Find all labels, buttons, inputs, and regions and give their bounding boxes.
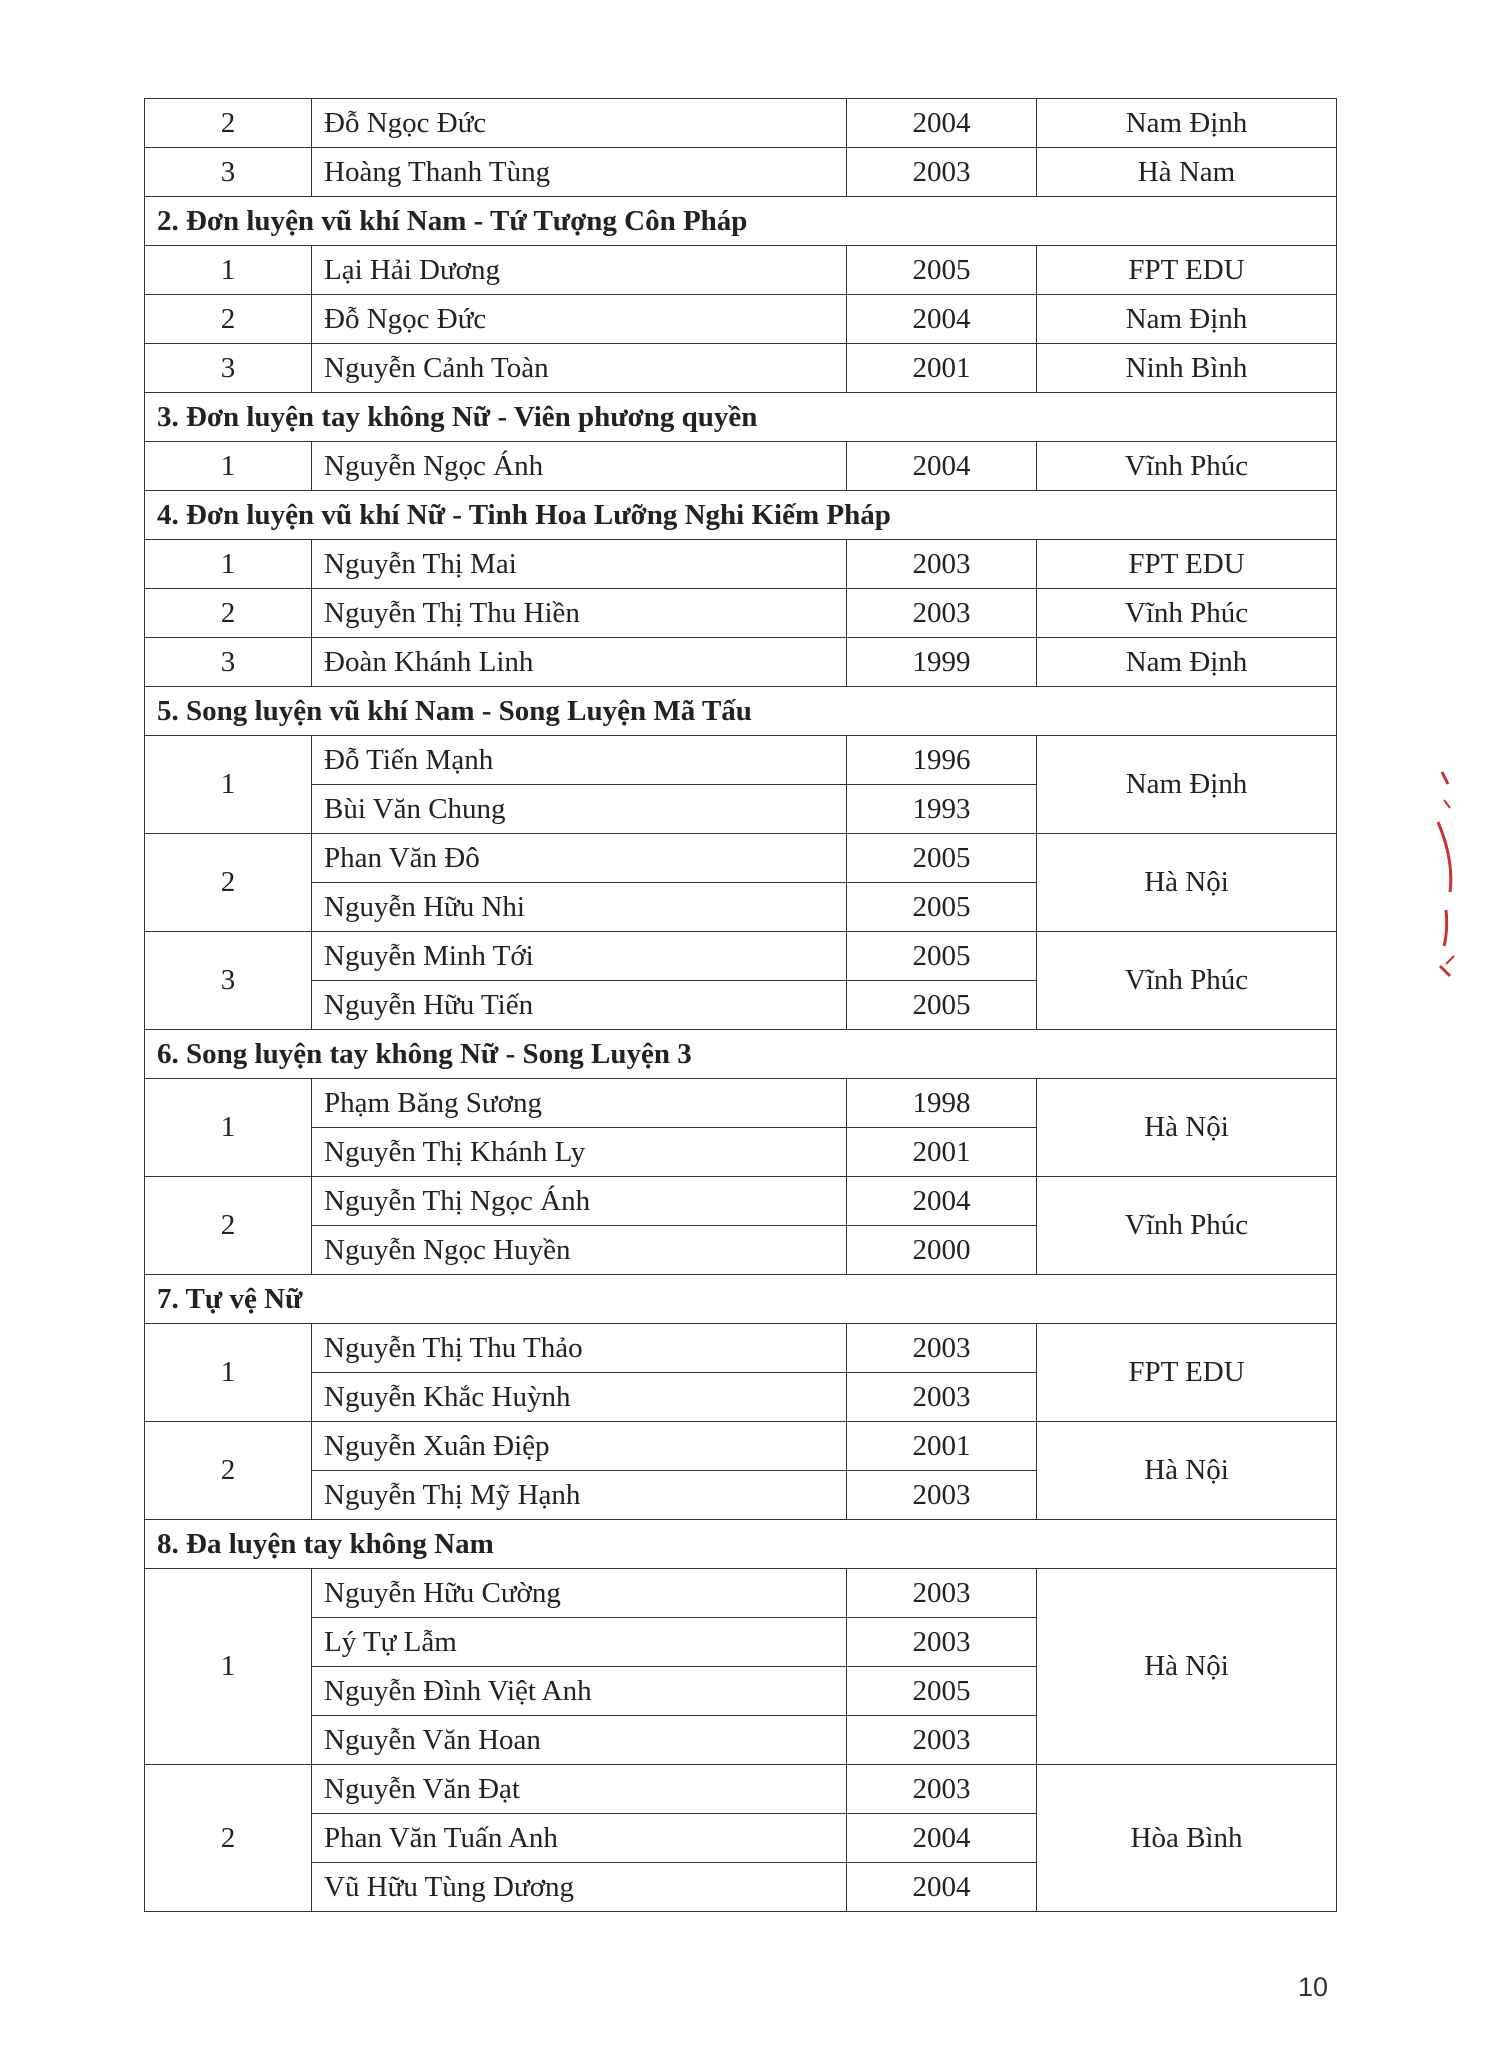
unit-cell: Hà Nội <box>1037 1079 1337 1177</box>
athlete-name: Bùi Văn Chung <box>312 785 847 834</box>
rank-cell: 1 <box>145 442 312 491</box>
birth-year: 2001 <box>847 344 1037 393</box>
athlete-name: Vũ Hữu Tùng Dương <box>312 1863 847 1912</box>
athlete-name: Nguyễn Cảnh Toàn <box>312 344 847 393</box>
table-row <box>145 932 1337 981</box>
table-row <box>145 834 1337 883</box>
athlete-name: Đỗ Tiến Mạnh <box>312 736 847 785</box>
table-row <box>145 442 1337 491</box>
section-title: 5. Song luyện vũ khí Nam - Song Luyện Mã Tấu <box>145 687 1337 736</box>
table-row <box>145 246 1337 295</box>
unit-cell: FPT EDU <box>1037 246 1337 295</box>
rank-cell: 1 <box>145 1324 312 1422</box>
table-row <box>145 540 1337 589</box>
athlete-name: Lý Tự Lẫm <box>312 1618 847 1667</box>
athlete-name: Nguyễn Minh Tới <box>312 932 847 981</box>
table-row <box>145 99 1337 148</box>
athlete-name: Nguyễn Thị Mai <box>312 540 847 589</box>
birth-year: 2005 <box>847 883 1037 932</box>
red-stamp-mark <box>1424 760 1464 980</box>
athlete-name: Nguyễn Hữu Cường <box>312 1569 847 1618</box>
rank-cell: 2 <box>145 1177 312 1275</box>
athlete-name: Nguyễn Xuân Điệp <box>312 1422 847 1471</box>
birth-year: 1993 <box>847 785 1037 834</box>
table-row <box>145 1569 1337 1618</box>
birth-year: 2005 <box>847 1667 1037 1716</box>
birth-year: 2005 <box>847 834 1037 883</box>
unit-cell: Nam Định <box>1037 736 1337 834</box>
section-title: 7. Tự vệ Nữ <box>145 1275 1337 1324</box>
table-row <box>145 736 1337 785</box>
section-header-row <box>145 1030 1337 1079</box>
rank-cell: 2 <box>145 1422 312 1520</box>
section-header-row <box>145 687 1337 736</box>
rank-cell: 2 <box>145 589 312 638</box>
section-title: 8. Đa luyện tay không Nam <box>145 1520 1337 1569</box>
athlete-name: Nguyễn Thị Khánh Ly <box>312 1128 847 1177</box>
athlete-name: Hoàng Thanh Tùng <box>312 148 847 197</box>
section-title: 3. Đơn luyện tay không Nữ - Viên phương quyền <box>145 393 1337 442</box>
rank-cell: 3 <box>145 932 312 1030</box>
unit-cell: FPT EDU <box>1037 540 1337 589</box>
birth-year: 2003 <box>847 1471 1037 1520</box>
rank-cell: 1 <box>145 736 312 834</box>
birth-year: 1998 <box>847 1079 1037 1128</box>
unit-cell: Vĩnh Phúc <box>1037 589 1337 638</box>
table-row <box>145 344 1337 393</box>
athlete-name: Đoàn Khánh Linh <box>312 638 847 687</box>
athlete-name: Nguyễn Văn Đạt <box>312 1765 847 1814</box>
unit-cell: Ninh Bình <box>1037 344 1337 393</box>
section-header-row <box>145 1275 1337 1324</box>
athlete-name: Nguyễn Thị Thu Thảo <box>312 1324 847 1373</box>
section-title: 2. Đơn luyện vũ khí Nam - Tứ Tượng Côn Pháp <box>145 197 1337 246</box>
unit-cell: Hà Nội <box>1037 834 1337 932</box>
birth-year: 2005 <box>847 981 1037 1030</box>
section-header-row <box>145 1520 1337 1569</box>
unit-cell: Nam Định <box>1037 295 1337 344</box>
table-row <box>145 295 1337 344</box>
birth-year: 2003 <box>847 589 1037 638</box>
rank-cell: 2 <box>145 1765 312 1912</box>
birth-year: 2005 <box>847 246 1037 295</box>
athlete-name: Nguyễn Thị Mỹ Hạnh <box>312 1471 847 1520</box>
rank-cell: 3 <box>145 148 312 197</box>
birth-year: 2003 <box>847 1716 1037 1765</box>
athlete-name: Đỗ Ngọc Đức <box>312 295 847 344</box>
results-table <box>144 98 1337 1912</box>
birth-year: 2003 <box>847 1618 1037 1667</box>
section-header-row <box>145 491 1337 540</box>
rank-cell: 3 <box>145 344 312 393</box>
unit-cell: Vĩnh Phúc <box>1037 932 1337 1030</box>
birth-year: 2003 <box>847 1765 1037 1814</box>
birth-year: 2003 <box>847 1324 1037 1373</box>
table-row <box>145 148 1337 197</box>
rank-cell: 1 <box>145 246 312 295</box>
birth-year: 2003 <box>847 1373 1037 1422</box>
unit-cell: Nam Định <box>1037 638 1337 687</box>
athlete-name: Lại Hải Dương <box>312 246 847 295</box>
table-row <box>145 589 1337 638</box>
rank-cell: 1 <box>145 540 312 589</box>
birth-year: 2003 <box>847 1569 1037 1618</box>
athlete-name: Nguyễn Hữu Tiến <box>312 981 847 1030</box>
unit-cell: Vĩnh Phúc <box>1037 1177 1337 1275</box>
athlete-name: Phan Văn Đô <box>312 834 847 883</box>
section-header-row <box>145 197 1337 246</box>
birth-year: 2005 <box>847 932 1037 981</box>
unit-cell: Hà Nội <box>1037 1569 1337 1765</box>
unit-cell: Nam Định <box>1037 99 1337 148</box>
athlete-name: Nguyễn Ngọc Ánh <box>312 442 847 491</box>
athlete-name: Phan Văn Tuấn Anh <box>312 1814 847 1863</box>
athlete-name: Nguyễn Hữu Nhi <box>312 883 847 932</box>
birth-year: 2001 <box>847 1422 1037 1471</box>
athlete-name: Nguyễn Ngọc Huyền <box>312 1226 847 1275</box>
table-row <box>145 1079 1337 1128</box>
birth-year: 1999 <box>847 638 1037 687</box>
athlete-name: Nguyễn Khắc Huỳnh <box>312 1373 847 1422</box>
rank-cell: 3 <box>145 638 312 687</box>
unit-cell: FPT EDU <box>1037 1324 1337 1422</box>
birth-year: 2000 <box>847 1226 1037 1275</box>
table-row <box>145 1177 1337 1226</box>
unit-cell: Hòa Bình <box>1037 1765 1337 1912</box>
section-title: 6. Song luyện tay không Nữ - Song Luyện 3 <box>145 1030 1337 1079</box>
birth-year: 1996 <box>847 736 1037 785</box>
birth-year: 2001 <box>847 1128 1037 1177</box>
birth-year: 2004 <box>847 442 1037 491</box>
athlete-name: Nguyễn Văn Hoan <box>312 1716 847 1765</box>
rank-cell: 1 <box>145 1079 312 1177</box>
birth-year: 2004 <box>847 99 1037 148</box>
athlete-name: Nguyễn Thị Thu Hiền <box>312 589 847 638</box>
rank-cell: 2 <box>145 834 312 932</box>
birth-year: 2003 <box>847 148 1037 197</box>
birth-year: 2004 <box>847 1814 1037 1863</box>
section-title: 4. Đơn luyện vũ khí Nữ - Tinh Hoa Lưỡng Nghi Kiếm Pháp <box>145 491 1337 540</box>
birth-year: 2004 <box>847 1177 1037 1226</box>
table-row <box>145 638 1337 687</box>
table-row <box>145 1422 1337 1471</box>
table-row <box>145 1765 1337 1814</box>
table-row <box>145 1324 1337 1373</box>
birth-year: 2004 <box>847 295 1037 344</box>
athlete-name: Nguyễn Đình Việt Anh <box>312 1667 847 1716</box>
results-body <box>145 99 1337 1912</box>
rank-cell: 1 <box>145 1569 312 1765</box>
athlete-name: Đỗ Ngọc Đức <box>312 99 847 148</box>
unit-cell: Hà Nội <box>1037 1422 1337 1520</box>
birth-year: 2004 <box>847 1863 1037 1912</box>
athlete-name: Nguyễn Thị Ngọc Ánh <box>312 1177 847 1226</box>
unit-cell: Vĩnh Phúc <box>1037 442 1337 491</box>
athlete-name: Phạm Băng Sương <box>312 1079 847 1128</box>
unit-cell: Hà Nam <box>1037 148 1337 197</box>
birth-year: 2003 <box>847 540 1037 589</box>
page-number: 10 <box>1297 1972 1328 2002</box>
rank-cell: 2 <box>145 295 312 344</box>
section-header-row <box>145 393 1337 442</box>
rank-cell: 2 <box>145 99 312 148</box>
